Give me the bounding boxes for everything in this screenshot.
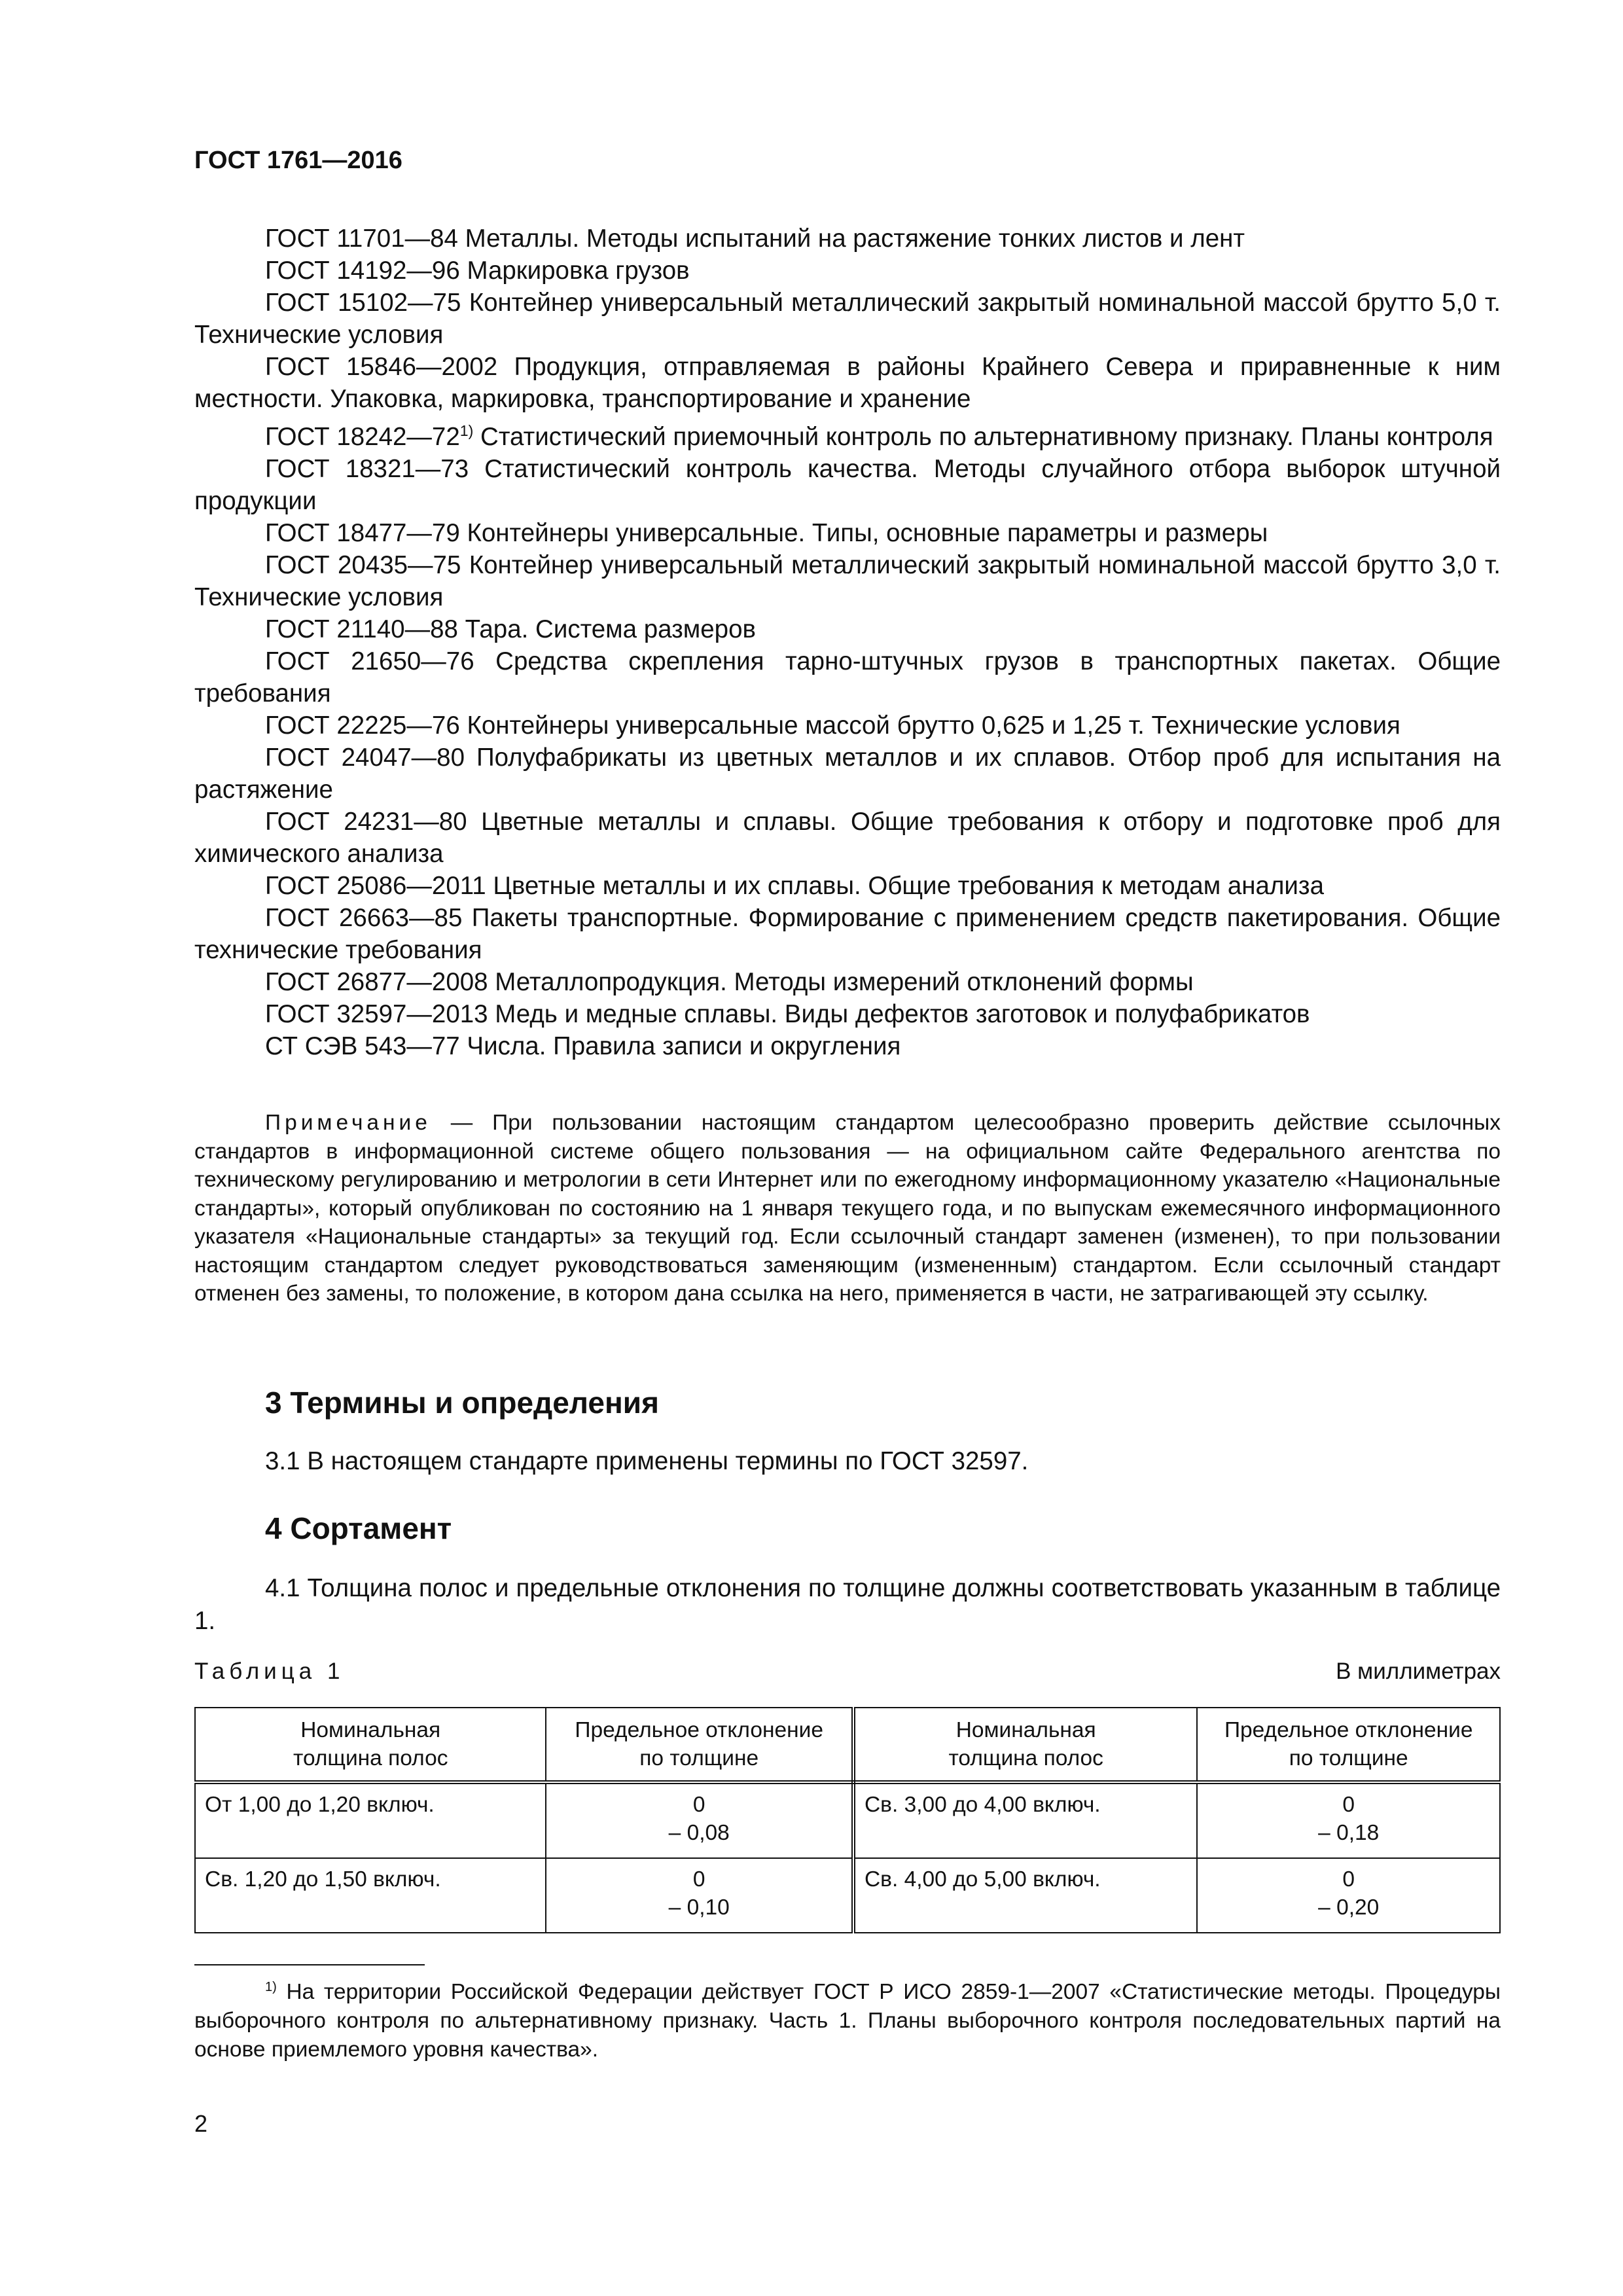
header-deviation: Предельное отклонение по толщине bbox=[1197, 1708, 1500, 1782]
section-3-heading: 3 Термины и определения bbox=[265, 1386, 659, 1420]
section-4-paragraph: 4.1 Толщина полос и предельные отклонения по толщине должны соответствовать указанным в таблице 1. bbox=[194, 1574, 1501, 1635]
table-header-row bbox=[195, 1708, 1500, 1782]
reference-item: ГОСТ 18321—73 Статистический контроль качества. Методы случайного отбора выборок штучной продукции bbox=[194, 454, 1501, 515]
thickness-cell: Св. 1,20 до 1,50 включ. bbox=[195, 1858, 546, 1933]
footnote-divider bbox=[194, 1964, 425, 1965]
reference-item: ГОСТ 24047—80 Полуфабрикаты из цветных металлов и их сплавов. Отбор проб для испытания на растяжение bbox=[194, 743, 1501, 804]
footnote-mark: 1) bbox=[265, 1980, 277, 1994]
section-4-heading: 4 Сортамент bbox=[265, 1511, 452, 1545]
note-label: Примечание bbox=[265, 1111, 431, 1135]
header-deviation: Предельное отклонение по толщине bbox=[546, 1708, 853, 1782]
reference-item: ГОСТ 20435—75 Контейнер универсальный металлический закрытый номинальной массой брутто 3,0 т. Технические условия bbox=[194, 550, 1501, 611]
table-row bbox=[195, 1858, 1500, 1933]
deviation-cell: 0 – 0,18 bbox=[1197, 1782, 1500, 1858]
reference-code: ГОСТ 18242—72 bbox=[265, 422, 460, 451]
note-paragraph bbox=[194, 1109, 1501, 1308]
reference-item: ГОСТ 32597—2013 Медь и медные сплавы. Виды дефектов заготовок и полуфабрикатов bbox=[265, 999, 1310, 1028]
reference-item: ГОСТ 21650—76 Средства скрепления тарно-штучных грузов в транспортных пакетах. Общие требования bbox=[194, 647, 1501, 708]
header-thickness: Номинальная толщина полос bbox=[853, 1708, 1197, 1782]
reference-item: ГОСТ 15102—75 Контейнер универсальный металлический закрытый номинальной массой брутто 5,0 т. Технические условия bbox=[194, 289, 1501, 349]
reference-item-with-footnote bbox=[194, 415, 1501, 453]
deviation-cell: 0 – 0,10 bbox=[546, 1858, 853, 1933]
reference-item: ГОСТ 14192—96 Маркировка грузов bbox=[265, 257, 690, 285]
deviation-cell: 0 – 0,08 bbox=[546, 1782, 853, 1858]
section-3-paragraph: 3.1 В настоящем стандарте применены термины по ГОСТ 32597. bbox=[265, 1447, 1029, 1475]
thickness-cell: Св. 4,00 до 5,00 включ. bbox=[853, 1858, 1197, 1933]
reference-title: Статистический приемочный контроль по альтернативному признаку. Планы контроля bbox=[473, 422, 1493, 451]
table-row bbox=[195, 1782, 1500, 1858]
thickness-cell: От 1,00 до 1,20 включ. bbox=[195, 1782, 546, 1858]
reference-item: ГОСТ 18477—79 Контейнеры универсальные. Типы, основные параметры и размеры bbox=[265, 518, 1268, 547]
reference-item: ГОСТ 24231—80 Цветные металлы и сплавы. Общие требования к отбору и подготовке проб для химического анализа bbox=[194, 807, 1501, 868]
reference-item: ГОСТ 22225—76 Контейнеры универсальные массой брутто 0,625 и 1,25 т. Технические условия bbox=[265, 711, 1400, 740]
table-units: В миллиметрах bbox=[1336, 1659, 1501, 1684]
page-number: 2 bbox=[194, 2110, 208, 2137]
reference-item: ГОСТ 26877—2008 Металлопродукция. Методы измерений отклонений формы bbox=[265, 967, 1194, 996]
reference-list bbox=[194, 223, 1501, 1062]
reference-item: ГОСТ 11701—84 Металлы. Методы испытаний на растяжение тонких листов и лент bbox=[265, 224, 1245, 253]
note-text: — При пользовании настоящим стандартом целесообразно проверить действие ссылочных стандартов в информационной системе общего пользования — на официальном сайте Федерального агентства по техническому регулированию и метрологии в сети Интернет или по ежегодному информационному указателю «Национальные стандарты», который опубликован по состоянию на 1 января текущего года, и по выпускам ежемесячного информационного указателя «Национальные стандарты» за текущий год. Если ссылочный стандарт заменен (изменен), то при пользовании настоящим стандартом следует руководствоваться заменяющим (измененным) стандартом. Если ссылочный стандарт отменен без замены, то положение, в котором дана ссылка на него, применяется в части, не затрагивающей эту ссылку. bbox=[194, 1111, 1501, 1306]
document-header: ГОСТ 1761—2016 bbox=[194, 147, 402, 174]
thickness-cell: Св. 3,00 до 4,00 включ. bbox=[853, 1782, 1197, 1858]
reference-item: СТ СЭВ 543—77 Числа. Правила записи и округления bbox=[265, 1031, 901, 1060]
reference-item: ГОСТ 26663—85 Пакеты транспортные. Формирование с применением средств пакетирования. Общие технические требования bbox=[194, 903, 1501, 964]
thickness-table bbox=[194, 1707, 1501, 1933]
reference-item: ГОСТ 21140—88 Тара. Система размеров bbox=[265, 615, 756, 643]
footnote-text: На территории Российской Федерации действует ГОСТ Р ИСО 2859-1—2007 «Статистические методы. Процедуры выборочного контроля по альтернативному признаку. Часть 1. Планы выборочного контроля последовательных партий на основе приемлемого уровня качества». bbox=[194, 1980, 1501, 2062]
reference-item: ГОСТ 15846—2002 Продукция, отправляемая в районы Крайнего Севера и приравненные к ним местности. Упаковка, маркировка, транспортирование и хранение bbox=[194, 353, 1501, 413]
footnote bbox=[194, 1973, 1501, 2064]
deviation-cell: 0 – 0,20 bbox=[1197, 1858, 1500, 1933]
table-caption: Таблица 1 bbox=[194, 1659, 345, 1684]
reference-item: ГОСТ 25086—2011 Цветные металлы и их сплавы. Общие требования к методам анализа bbox=[265, 871, 1324, 900]
footnote-mark: 1) bbox=[459, 422, 474, 439]
header-thickness: Номинальная толщина полос bbox=[195, 1708, 546, 1782]
